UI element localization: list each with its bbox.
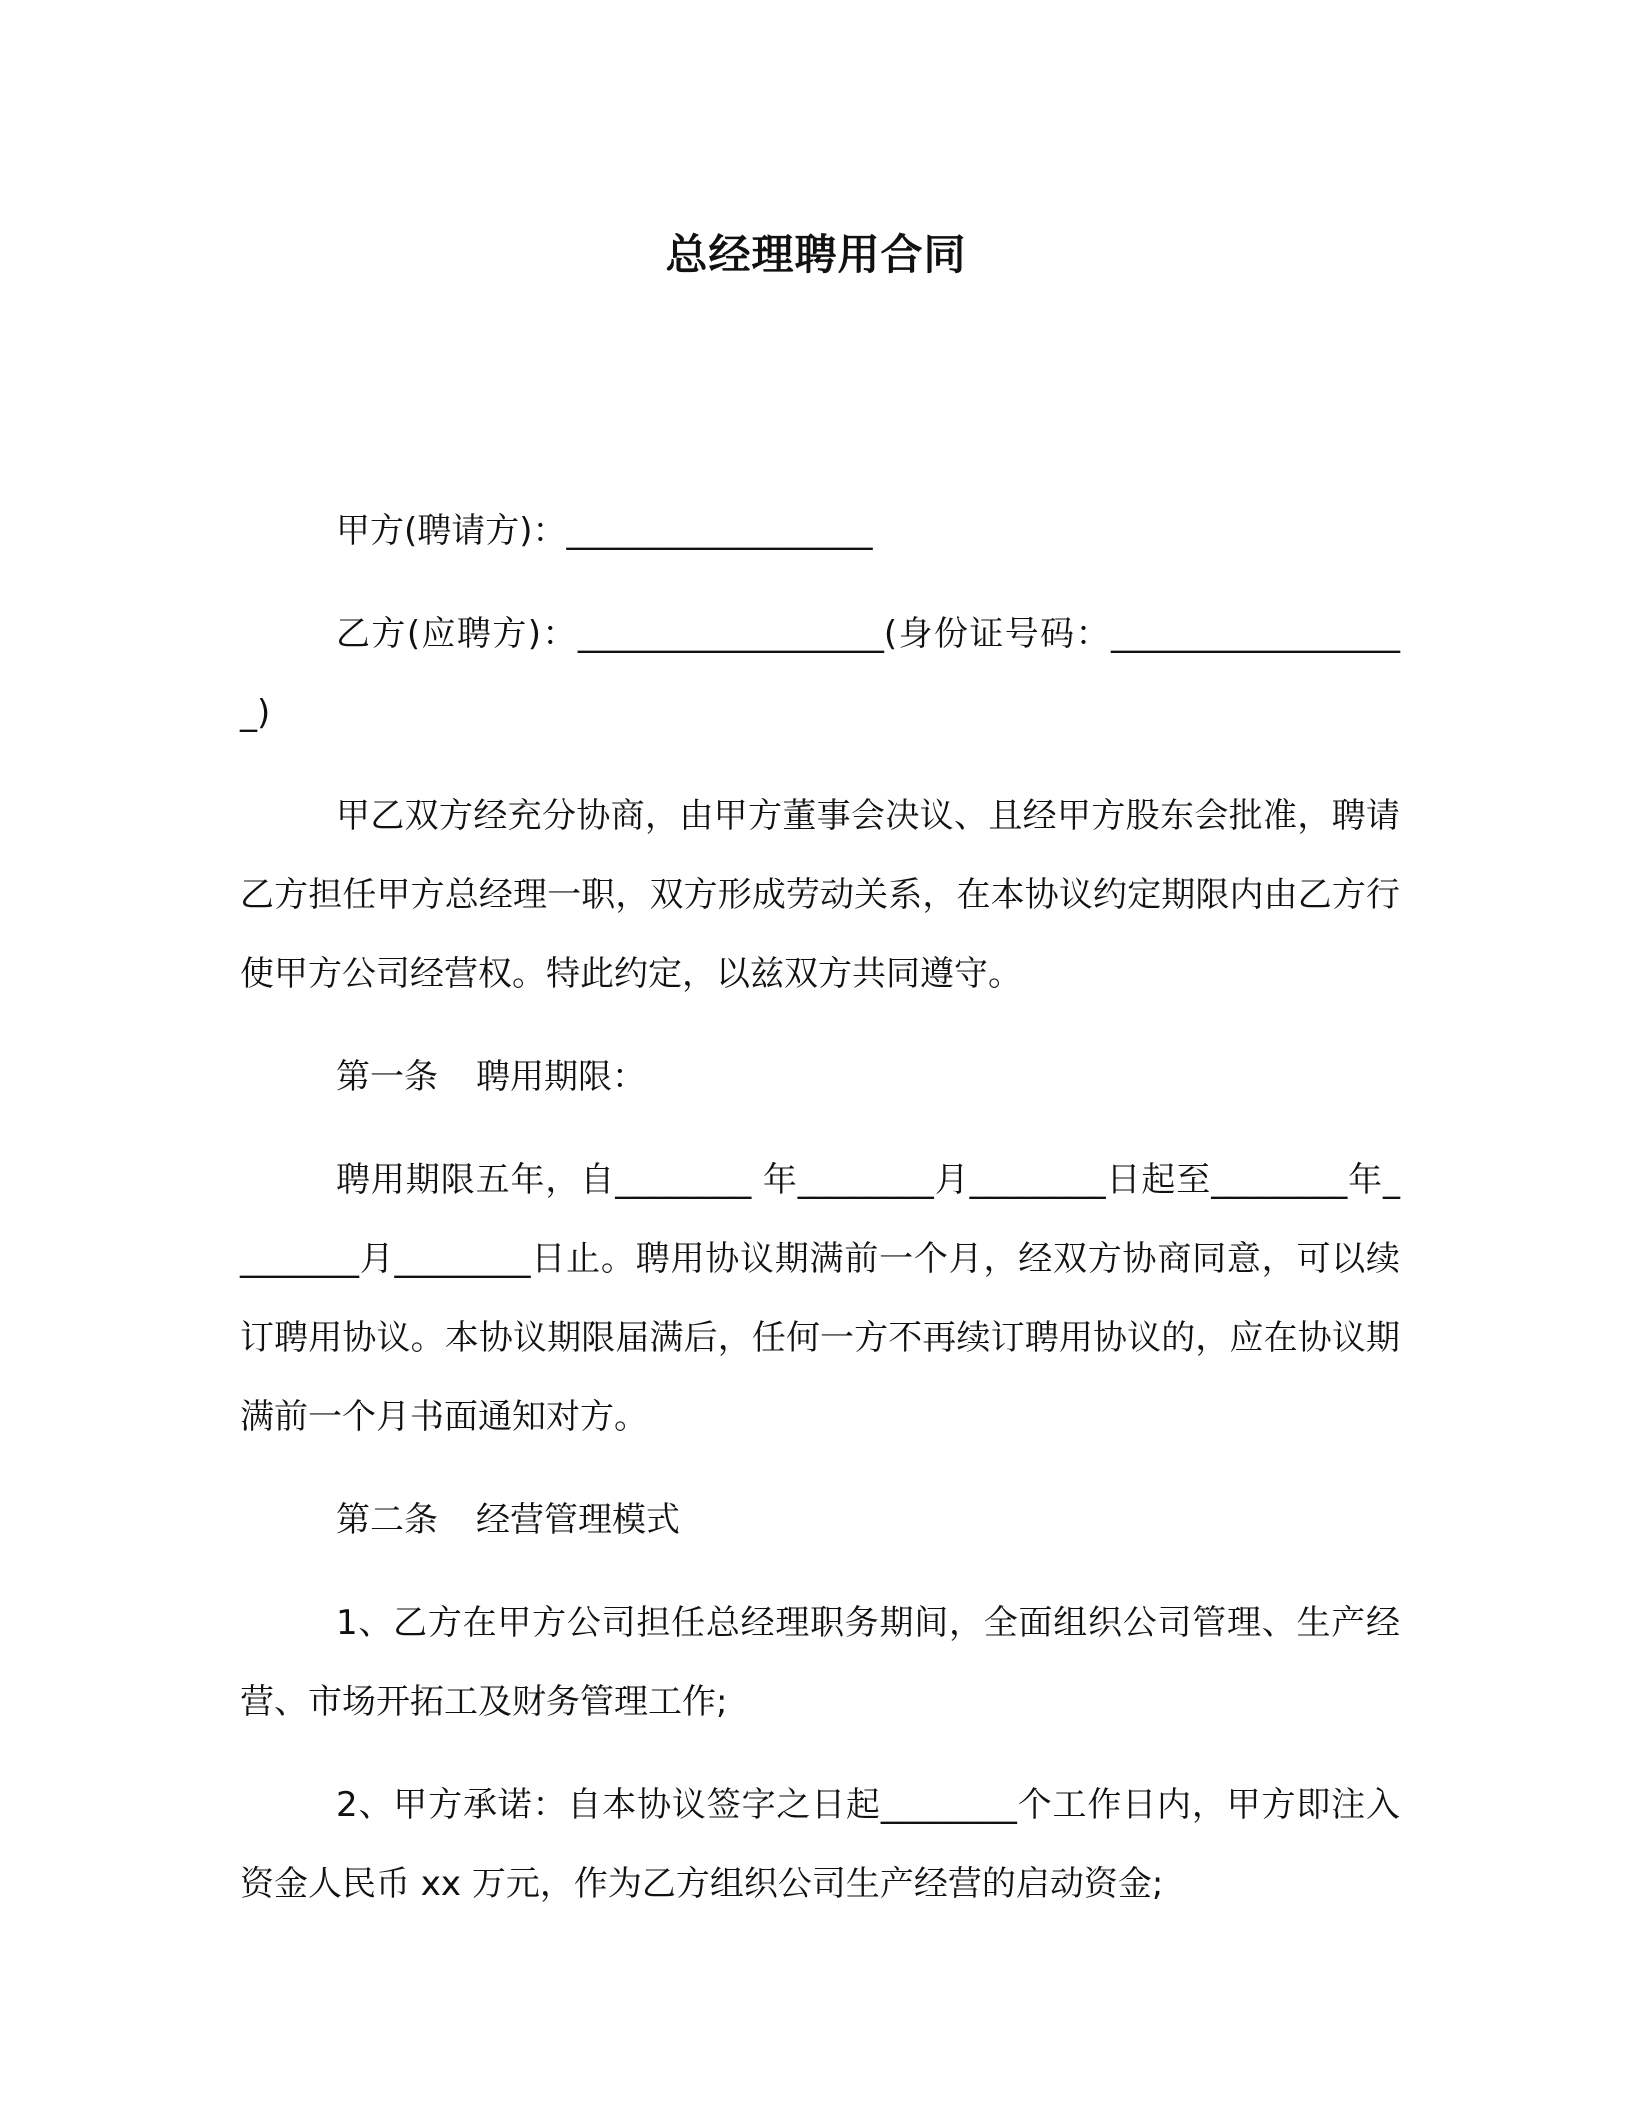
article-1-heading [240,1038,1400,1117]
article-2-item-1: 1、乙方在甲方公司担任总经理职务期间，全面组织公司管理、生产经营、市场开拓工及财务管理工作; [240,1603,1400,1722]
party-a-line: 甲方(聘请方)：__________________ [336,511,873,551]
article-1-text: 聘用期限五年，自________ 年________月________日起至________年________月________日止。聘用协议期满前一个月，经双方协商同意，可以续订聘用协议。本协议期限届满后，任何一方不再续订聘用协议的，应在协议期满前一个月书面通知对方。 [240,1160,1400,1437]
article-1-title: 聘用期限： [476,1057,646,1097]
article-2-item-2: 2、甲方承诺：自本协议签字之日起________个工作日内，甲方即注入资金人民币 xx 万元，作为乙方组织公司生产经营的启动资金; [240,1785,1400,1904]
preamble-paragraph: 甲乙双方经充分协商，由甲方董事会决议、且经甲方股东会批准，聘请乙方担任甲方总经理一职，双方形成劳动关系，在本协议约定期限内由乙方行使甲方公司经营权。特此约定，以兹双方共同遵守。 [240,796,1400,994]
article-2-heading [240,1481,1400,1560]
party-b-line: 乙方(应聘方)：__________________(身份证号码：__________________) [240,614,1400,733]
article-2-title: 经营管理模式 [476,1500,680,1540]
article-2-number: 第二条 [336,1500,438,1540]
document-title: 总经理聘用合同 [665,230,967,279]
document-body [240,492,1400,1924]
article-1-number: 第一条 [336,1057,438,1097]
